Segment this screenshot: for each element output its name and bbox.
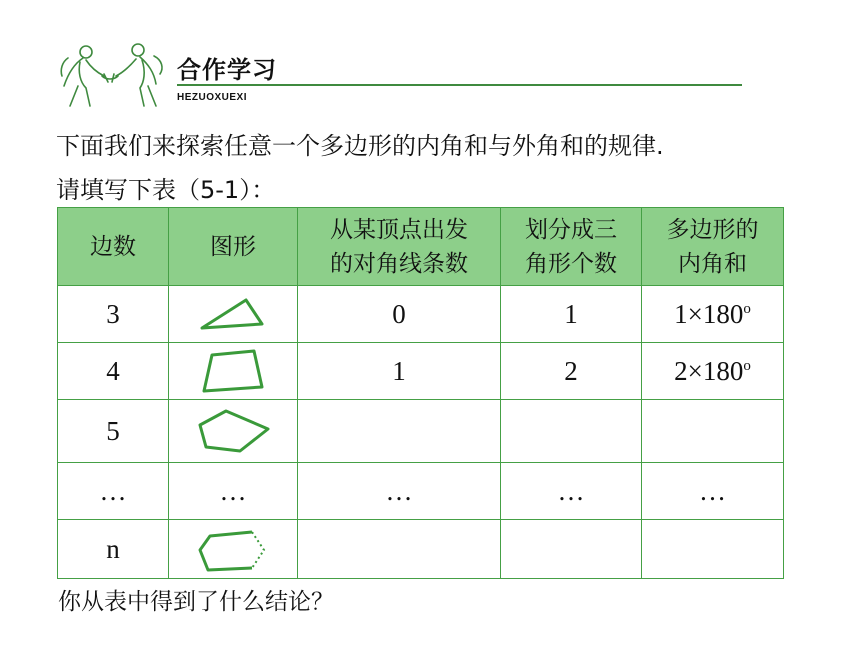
header-angle-sum: 多边形的 内角和 xyxy=(642,208,784,286)
cell-angle-sum: $1\times 180^o$ xyxy=(642,286,784,343)
cell-triangles: 2 xyxy=(501,343,642,400)
table-row xyxy=(58,463,784,520)
header-triangles: 划分成三 角形个数 xyxy=(501,208,642,286)
header-diagonals: 从某顶点出发 的对角线条数 xyxy=(298,208,501,286)
cell-sides: … xyxy=(58,463,169,520)
header-sides: 边数 xyxy=(58,208,169,286)
quadrilateral-icon xyxy=(198,347,268,395)
cell-diagonals: 1 xyxy=(298,343,501,400)
cell-sides: 5 xyxy=(58,400,169,463)
header-shape: 图形 xyxy=(169,208,298,286)
cell-shape xyxy=(169,286,298,343)
intro-text xyxy=(56,124,664,212)
conclusion-question: 你从表中得到了什么结论？ xyxy=(58,589,334,615)
cell-sides: 4 xyxy=(58,343,169,400)
cell-triangles: 1 xyxy=(501,286,642,343)
intro-line-2: 请填写下表（5-1）： xyxy=(56,176,276,204)
cell-shape xyxy=(169,343,298,400)
cell-diagonals: … xyxy=(298,463,501,520)
cell-sides: 3 xyxy=(58,286,169,343)
cell-diagonals xyxy=(298,520,501,579)
polygon-angle-table xyxy=(57,207,784,579)
cell-triangles xyxy=(501,520,642,579)
table-row xyxy=(58,400,784,463)
intro-line-1: 下面我们来探索任意一个多边形的内角和与外角和的规律. xyxy=(56,132,664,160)
section-title: 合作学习 xyxy=(177,56,277,84)
title-underline xyxy=(177,84,742,86)
n-gon-icon xyxy=(196,524,270,574)
cell-sides: n xyxy=(58,520,169,579)
table-row xyxy=(58,343,784,400)
cell-triangles: … xyxy=(501,463,642,520)
section-subtitle: HEZUOXUEXI xyxy=(177,92,248,103)
cell-angle-sum xyxy=(642,400,784,463)
pentagon-icon xyxy=(196,407,270,455)
cell-triangles xyxy=(501,400,642,463)
cell-shape xyxy=(169,520,298,579)
cell-angle-sum xyxy=(642,520,784,579)
cell-diagonals: 0 xyxy=(298,286,501,343)
two-people-handshake-icon xyxy=(56,40,168,110)
cell-diagonals xyxy=(298,400,501,463)
cell-angle-sum: $2\times 180^o$ xyxy=(642,343,784,400)
cell-shape: … xyxy=(169,463,298,520)
cell-shape xyxy=(169,400,298,463)
table-row xyxy=(58,286,784,343)
triangle-icon xyxy=(198,294,268,334)
cell-angle-sum: … xyxy=(642,463,784,520)
table-row xyxy=(58,520,784,579)
table-header-row xyxy=(58,208,784,286)
